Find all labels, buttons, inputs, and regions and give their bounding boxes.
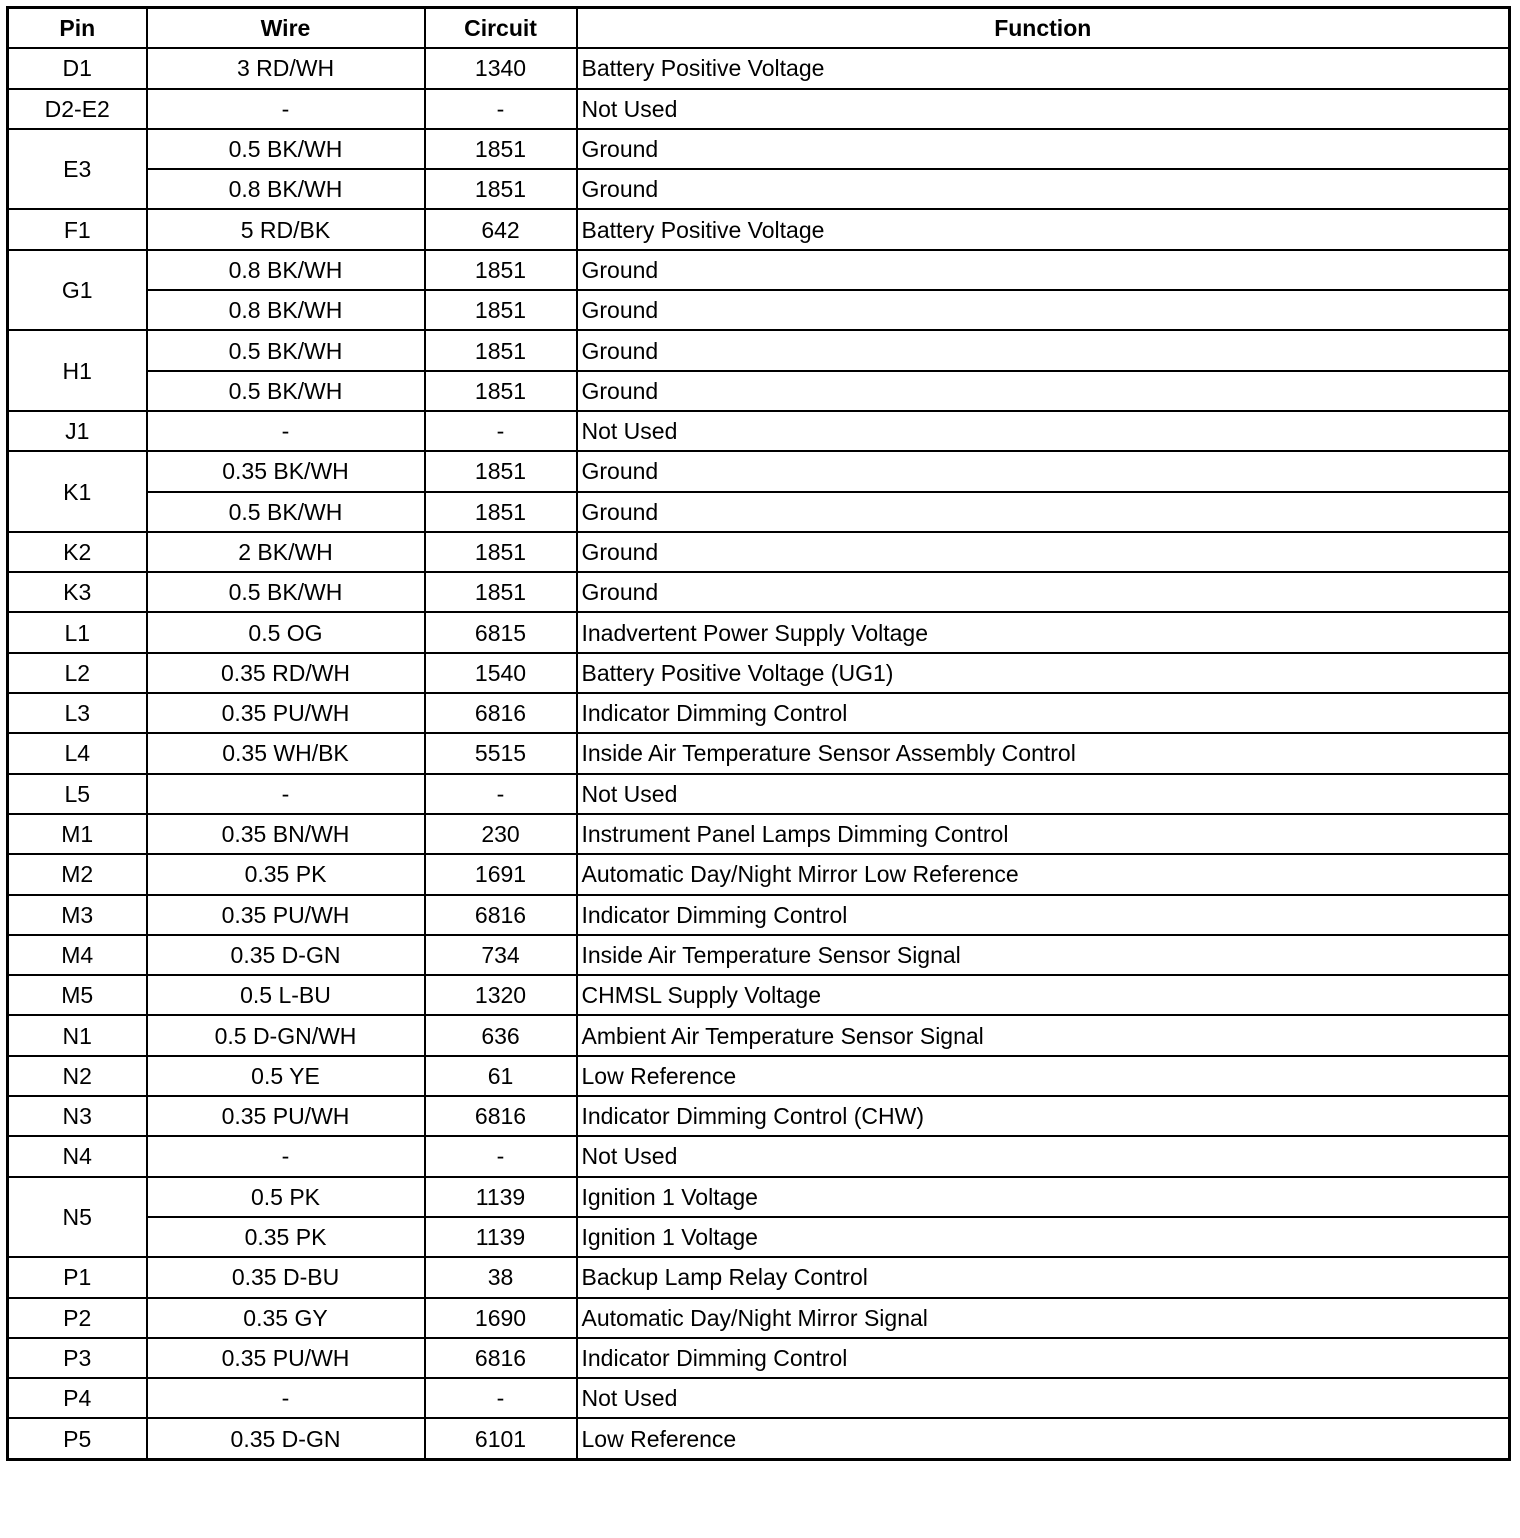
circuit-cell: 61 <box>425 1056 577 1096</box>
pin-cell: P4 <box>8 1378 147 1418</box>
function-cell: Automatic Day/Night Mirror Low Reference <box>577 854 1510 894</box>
table-row <box>8 411 1510 451</box>
function-cell: Indicator Dimming Control <box>577 895 1510 935</box>
wire-cell: 0.35 GY <box>147 1298 425 1338</box>
function-cell: Ground <box>577 290 1510 330</box>
table-row <box>8 250 1510 290</box>
table-row <box>8 774 1510 814</box>
table-row <box>8 975 1510 1015</box>
circuit-cell: 1540 <box>425 653 577 693</box>
pin-cell: P3 <box>8 1338 147 1378</box>
pin-cell: M4 <box>8 935 147 975</box>
circuit-cell: 1851 <box>425 250 577 290</box>
pin-cell: N3 <box>8 1096 147 1136</box>
table-row <box>8 371 1510 411</box>
wire-cell: 0.35 RD/WH <box>147 653 425 693</box>
circuit-cell: 38 <box>425 1257 577 1297</box>
table-row <box>8 492 1510 532</box>
table-row <box>8 653 1510 693</box>
pin-cell: E3 <box>8 129 147 210</box>
function-cell: Not Used <box>577 411 1510 451</box>
function-cell: Ground <box>577 330 1510 370</box>
wire-cell: 0.35 PU/WH <box>147 895 425 935</box>
pin-cell: M5 <box>8 975 147 1015</box>
pin-cell: J1 <box>8 411 147 451</box>
function-cell: Ambient Air Temperature Sensor Signal <box>577 1015 1510 1055</box>
table-row <box>8 89 1510 129</box>
function-cell: Ground <box>577 250 1510 290</box>
connector-pinout-table-container <box>6 6 1511 1461</box>
table-row <box>8 209 1510 249</box>
function-cell: Not Used <box>577 774 1510 814</box>
table-row <box>8 1015 1510 1055</box>
table-row <box>8 733 1510 773</box>
circuit-cell: - <box>425 774 577 814</box>
table-row <box>8 572 1510 612</box>
pin-cell: H1 <box>8 330 147 411</box>
circuit-cell: 1691 <box>425 854 577 894</box>
function-cell: Ground <box>577 169 1510 209</box>
function-cell: Battery Positive Voltage <box>577 48 1510 88</box>
circuit-cell: 1340 <box>425 48 577 88</box>
table-row <box>8 451 1510 491</box>
wire-cell: 2 BK/WH <box>147 532 425 572</box>
table-row <box>8 1338 1510 1378</box>
pin-cell: K3 <box>8 572 147 612</box>
wire-cell: 0.5 BK/WH <box>147 371 425 411</box>
wire-cell: 0.35 PK <box>147 854 425 894</box>
function-cell: Ground <box>577 451 1510 491</box>
circuit-cell: 1851 <box>425 371 577 411</box>
table-row <box>8 854 1510 894</box>
function-cell: Automatic Day/Night Mirror Signal <box>577 1298 1510 1338</box>
function-cell: Instrument Panel Lamps Dimming Control <box>577 814 1510 854</box>
function-cell: Backup Lamp Relay Control <box>577 1257 1510 1297</box>
table-row <box>8 129 1510 169</box>
table-row <box>8 693 1510 733</box>
table-row <box>8 1378 1510 1418</box>
table-row <box>8 1096 1510 1136</box>
pin-cell: N1 <box>8 1015 147 1055</box>
table-row <box>8 1136 1510 1176</box>
function-cell: Battery Positive Voltage <box>577 209 1510 249</box>
function-cell: Not Used <box>577 1136 1510 1176</box>
table-row <box>8 1056 1510 1096</box>
circuit-cell: 636 <box>425 1015 577 1055</box>
function-cell: Indicator Dimming Control <box>577 693 1510 733</box>
pin-cell: L4 <box>8 733 147 773</box>
pin-cell: G1 <box>8 250 147 331</box>
circuit-cell: 1851 <box>425 572 577 612</box>
function-cell: Inadvertent Power Supply Voltage <box>577 612 1510 652</box>
wire-cell: - <box>147 1136 425 1176</box>
table-row <box>8 330 1510 370</box>
pin-cell: P2 <box>8 1298 147 1338</box>
wire-cell: 0.5 BK/WH <box>147 572 425 612</box>
wire-cell: - <box>147 1378 425 1418</box>
header-wire: Wire <box>147 8 425 49</box>
wire-cell: 0.8 BK/WH <box>147 290 425 330</box>
header-row <box>8 8 1510 49</box>
wire-cell: 0.35 D-BU <box>147 1257 425 1297</box>
circuit-cell: 1851 <box>425 492 577 532</box>
wire-cell: 0.5 OG <box>147 612 425 652</box>
pin-cell: L3 <box>8 693 147 733</box>
function-cell: Not Used <box>577 89 1510 129</box>
function-cell: Ignition 1 Voltage <box>577 1177 1510 1217</box>
pin-cell: P1 <box>8 1257 147 1297</box>
wire-cell: - <box>147 89 425 129</box>
wire-cell: 0.35 WH/BK <box>147 733 425 773</box>
circuit-cell: 1139 <box>425 1217 577 1257</box>
function-cell: Ignition 1 Voltage <box>577 1217 1510 1257</box>
table-row <box>8 169 1510 209</box>
circuit-cell: 6101 <box>425 1418 577 1459</box>
wire-cell: 0.35 BK/WH <box>147 451 425 491</box>
pin-cell: M3 <box>8 895 147 935</box>
table-row <box>8 1298 1510 1338</box>
table-row <box>8 612 1510 652</box>
pin-cell: P5 <box>8 1418 147 1459</box>
header-pin: Pin <box>8 8 147 49</box>
function-cell: CHMSL Supply Voltage <box>577 975 1510 1015</box>
pin-cell: M2 <box>8 854 147 894</box>
table-row <box>8 814 1510 854</box>
table-row <box>8 1418 1510 1459</box>
connector-pinout-table <box>6 6 1511 1461</box>
wire-cell: 0.35 PU/WH <box>147 693 425 733</box>
function-cell: Inside Air Temperature Sensor Signal <box>577 935 1510 975</box>
table-row <box>8 290 1510 330</box>
circuit-cell: 1139 <box>425 1177 577 1217</box>
function-cell: Low Reference <box>577 1056 1510 1096</box>
table-body <box>8 48 1510 1459</box>
circuit-cell: 6815 <box>425 612 577 652</box>
table-row <box>8 532 1510 572</box>
circuit-cell: 6816 <box>425 895 577 935</box>
circuit-cell: - <box>425 1378 577 1418</box>
wire-cell: 0.35 D-GN <box>147 1418 425 1459</box>
function-cell: Inside Air Temperature Sensor Assembly Control <box>577 733 1510 773</box>
table-header <box>8 8 1510 49</box>
wire-cell: 0.5 L-BU <box>147 975 425 1015</box>
circuit-cell: - <box>425 1136 577 1176</box>
pin-cell: F1 <box>8 209 147 249</box>
wire-cell: - <box>147 774 425 814</box>
pin-cell: D1 <box>8 48 147 88</box>
circuit-cell: - <box>425 89 577 129</box>
pin-cell: N5 <box>8 1177 147 1258</box>
table-row <box>8 935 1510 975</box>
circuit-cell: 1851 <box>425 129 577 169</box>
pin-cell: D2-E2 <box>8 89 147 129</box>
pin-cell: K1 <box>8 451 147 532</box>
table-row <box>8 1257 1510 1297</box>
wire-cell: 3 RD/WH <box>147 48 425 88</box>
pin-cell: K2 <box>8 532 147 572</box>
wire-cell: 0.35 PK <box>147 1217 425 1257</box>
circuit-cell: 1851 <box>425 290 577 330</box>
wire-cell: 0.35 BN/WH <box>147 814 425 854</box>
header-function: Function <box>577 8 1510 49</box>
wire-cell: 0.5 D-GN/WH <box>147 1015 425 1055</box>
function-cell: Low Reference <box>577 1418 1510 1459</box>
circuit-cell: 5515 <box>425 733 577 773</box>
wire-cell: 0.8 BK/WH <box>147 169 425 209</box>
pin-cell: N2 <box>8 1056 147 1096</box>
circuit-cell: 6816 <box>425 1338 577 1378</box>
wire-cell: 0.35 PU/WH <box>147 1096 425 1136</box>
pin-cell: L1 <box>8 612 147 652</box>
circuit-cell: - <box>425 411 577 451</box>
circuit-cell: 1851 <box>425 330 577 370</box>
wire-cell: 0.5 BK/WH <box>147 129 425 169</box>
circuit-cell: 230 <box>425 814 577 854</box>
circuit-cell: 1851 <box>425 451 577 491</box>
circuit-cell: 734 <box>425 935 577 975</box>
function-cell: Ground <box>577 492 1510 532</box>
wire-cell: 5 RD/BK <box>147 209 425 249</box>
function-cell: Ground <box>577 532 1510 572</box>
circuit-cell: 1851 <box>425 169 577 209</box>
header-circuit: Circuit <box>425 8 577 49</box>
table-row <box>8 1217 1510 1257</box>
function-cell: Not Used <box>577 1378 1510 1418</box>
pin-cell: L5 <box>8 774 147 814</box>
wire-cell: 0.35 D-GN <box>147 935 425 975</box>
wire-cell: 0.5 BK/WH <box>147 492 425 532</box>
function-cell: Ground <box>577 371 1510 411</box>
wire-cell: 0.5 BK/WH <box>147 330 425 370</box>
circuit-cell: 1851 <box>425 532 577 572</box>
circuit-cell: 6816 <box>425 1096 577 1136</box>
table-row <box>8 48 1510 88</box>
table-row <box>8 895 1510 935</box>
circuit-cell: 6816 <box>425 693 577 733</box>
circuit-cell: 1320 <box>425 975 577 1015</box>
wire-cell: 0.35 PU/WH <box>147 1338 425 1378</box>
pin-cell: M1 <box>8 814 147 854</box>
function-cell: Battery Positive Voltage (UG1) <box>577 653 1510 693</box>
circuit-cell: 642 <box>425 209 577 249</box>
pin-cell: L2 <box>8 653 147 693</box>
function-cell: Ground <box>577 129 1510 169</box>
wire-cell: 0.8 BK/WH <box>147 250 425 290</box>
function-cell: Ground <box>577 572 1510 612</box>
wire-cell: 0.5 YE <box>147 1056 425 1096</box>
circuit-cell: 1690 <box>425 1298 577 1338</box>
pin-cell: N4 <box>8 1136 147 1176</box>
function-cell: Indicator Dimming Control <box>577 1338 1510 1378</box>
table-row <box>8 1177 1510 1217</box>
function-cell: Indicator Dimming Control (CHW) <box>577 1096 1510 1136</box>
wire-cell: - <box>147 411 425 451</box>
wire-cell: 0.5 PK <box>147 1177 425 1217</box>
